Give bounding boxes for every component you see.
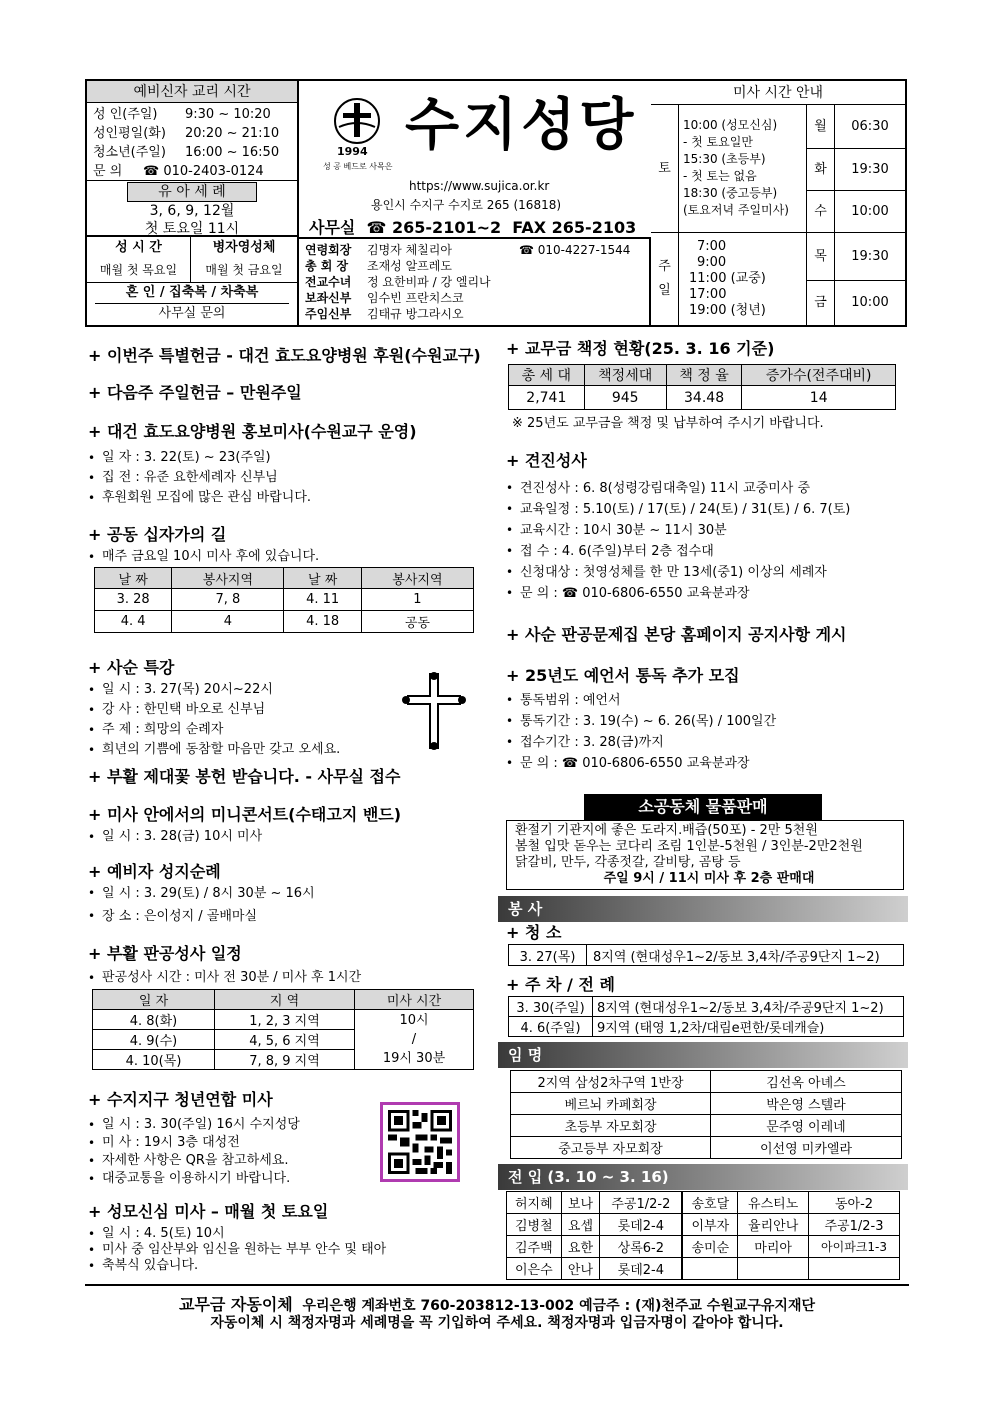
weekday-schedule (807, 105, 905, 325)
table-cell: 2지역 삼성2차구역 1반장 (511, 1071, 711, 1093)
table-cell: 김병철 (507, 1214, 562, 1236)
sat-time: 15:30 (초등부) (683, 152, 766, 166)
list-item: • 문 의 : ☎ 010-6806-6550 교육분과장 (506, 583, 850, 604)
penance-table (92, 989, 474, 1070)
section-cleaning: + 청 소 (506, 923, 562, 942)
staff-phone: ☎ 010-4227-1544 (519, 243, 631, 257)
table-cell: 이은수 (507, 1258, 562, 1280)
table-cell: 3. 30(주일) (509, 997, 593, 1017)
section-lent-workbook: + 사순 판공문제집 본당 홈페이지 공지사항 게시 (506, 625, 847, 644)
table-cell: 3. 28 (95, 589, 172, 611)
table-cell: 유스티노 (738, 1192, 809, 1214)
table-cell: 3. 27(목) (509, 945, 587, 966)
section-mini-concert: + 미사 안에서의 미니콘서트(수태고지 밴드) (88, 805, 402, 824)
weekday-label: 금 (807, 281, 835, 325)
section-stations-cross: + 공동 십자가의 길 (88, 525, 227, 544)
footer-label: 교무금 자동이체 (178, 1295, 293, 1314)
marriage-box (87, 283, 299, 325)
list-item: • 미사 중 임산부와 임신을 원하는 부부 안수 및 태아 (88, 1242, 386, 1258)
weekday-label: 목 (807, 233, 835, 280)
infant-baptism-when: 첫 토요일 11시 (144, 221, 240, 237)
catechism-time: 9:30 ~ 10:20 (185, 107, 271, 122)
table-cell: 4. 8(화) (93, 1010, 215, 1030)
catechism-label: 성인평일(화) (93, 126, 166, 141)
sale-box (506, 820, 904, 890)
sick-communion-when: 매월 첫 금요일 (205, 263, 283, 277)
stations-list (88, 547, 319, 567)
staff-role: 주임신부 (305, 307, 352, 321)
table-cell: 요한 (561, 1236, 600, 1258)
list-item: • 미 사 : 19시 3층 대성전 (88, 1134, 300, 1152)
move-in-bar: 전 입 (3. 10 ~ 3. 16) (498, 1164, 908, 1190)
table-header: 봉사지역 (172, 568, 284, 589)
list-item: • 희년의 기쁨에 동참할 마음만 갖고 오세요. (88, 740, 340, 760)
table-cell: 박은영 스텔라 (711, 1093, 902, 1115)
table-header: 지 역 (215, 990, 355, 1010)
weekday-time: 19:30 (851, 249, 889, 264)
promo-mass-list (88, 448, 311, 508)
sat-time: 18:30 (중고등부) (683, 186, 778, 200)
table-cell: 4. 9(수) (93, 1030, 215, 1050)
sun-time: 9:00 (697, 255, 727, 270)
penance-time-line: 19시 30분 (382, 1051, 446, 1066)
header-box (85, 79, 907, 327)
table-cell: 4. 18 (284, 611, 361, 633)
cross-icon (402, 672, 466, 750)
sale-when: 주일 9시 / 11시 미사 후 2층 판매대 (603, 871, 815, 886)
table-cell: 김선옥 아녜스 (711, 1071, 902, 1093)
weekday-time: 10:00 (851, 295, 889, 310)
confirmation-list (506, 478, 850, 604)
list-item: • 판공성사 시간 : 미사 전 30분 / 미사 후 1시간 (88, 968, 361, 988)
table-cell: 7, 8 (172, 589, 284, 611)
catechism-label: 문 의 (93, 164, 123, 179)
table-cell: 14 (742, 386, 896, 410)
table-cell: 4. 11 (284, 589, 361, 611)
table-cell: 8지역 (현대성우1~2/동보 3,4차/주공9단지 1~2) (587, 945, 904, 966)
table-cell: 2,741 (509, 386, 585, 410)
staff-role: 전교수녀 (305, 275, 352, 289)
list-item: • 교육시간 : 10시 30분 ~ 11시 30분 (506, 520, 850, 541)
table-cell: 4, 5, 6 지역 (215, 1030, 355, 1050)
penance-time-line: 10시 (399, 1013, 429, 1028)
list-item: • 집 전 : 유준 요한세례자 신부님 (88, 468, 311, 488)
table-cell: 보나 (561, 1192, 600, 1214)
table-cell: 안나 (561, 1258, 600, 1280)
section-prophets-reading: + 25년도 예언서 통독 추가 모집 (506, 666, 740, 685)
list-item: • 주 제 : 희망의 순례자 (88, 720, 340, 740)
office-label: 사무실 (309, 218, 356, 237)
table-cell: 8지역 (현대성우1~2/동보 3,4차/주공9단지 1~2) (593, 997, 904, 1017)
staff-list (299, 237, 651, 327)
section-confirmation: + 견진성사 (506, 451, 587, 470)
appointment-table (510, 1070, 902, 1159)
table-header: 미사 시간 (355, 990, 474, 1010)
list-item: • 대중교통을 이용하시기 바랍니다. (88, 1170, 300, 1188)
confession-title: 성 시 간 (115, 240, 162, 255)
table-cell: 문주영 이레네 (711, 1115, 902, 1137)
dues-table (508, 364, 896, 410)
appointment-bar: 임 명 (498, 1042, 908, 1068)
sacrament-box (87, 237, 299, 283)
table-cell: 송미순 (682, 1236, 737, 1258)
catechism-box (87, 81, 299, 181)
list-item-cont: • 축복식 있습니다. (88, 1258, 386, 1274)
qr-code-icon[interactable] (380, 1102, 460, 1182)
table-cell: 허지혜 (507, 1192, 562, 1214)
staff-role: 연령회장 (305, 243, 352, 257)
table-header: 책정세대 (584, 365, 666, 386)
table-cell: 945 (584, 386, 666, 410)
table-cell: 공동 (361, 611, 473, 633)
list-item: • 강 사 : 한민택 바오로 신부님 (88, 700, 340, 720)
table-cell: 주공1/2-2 (600, 1192, 683, 1214)
weekday-label: 수 (807, 191, 835, 232)
section-special-collection: + 이번주 특별헌금 - 대건 효도요양병원 후원(수원교구) (88, 346, 481, 365)
table-cell: 율리안나 (738, 1214, 809, 1236)
table-cell: 이선영 미카엘라 (711, 1137, 902, 1159)
table-cell: 9지역 (태영 1,2차/대림e편한/롯데캐슬) (593, 1017, 904, 1037)
list-item: • 일 시 : 3. 28(금) 10시 미사 (88, 827, 262, 847)
sun-time: 19:00 (청년) (689, 303, 766, 318)
section-marian-mass: + 성모신심 미사 – 매월 첫 토요일 (88, 1202, 329, 1221)
list-item: • 접 수 : 4. 6(주일)부터 2층 접수대 (506, 541, 850, 562)
sale-line: 환절기 기관지에 좋은 도라지.배즙(50포) - 2만 5천원 (515, 823, 818, 838)
sale-title: 소공동체 물품판매 (584, 794, 822, 820)
section-dues: + 교무금 책정 현황(25. 3. 16 기준) (506, 339, 775, 358)
cleaning-table (508, 944, 904, 966)
section-promo-mass: + 대건 효도요양병원 홍보미사(수원교구 운영) (88, 422, 417, 441)
pilgrimage-list (88, 882, 315, 928)
list-item: • 교육일정 : 5.10(토) / 17(토) / 24(토) / 31(토) / 6. 7(토) (506, 499, 850, 520)
service-bar: 봉 사 (498, 896, 908, 922)
weekday-time: 19:30 (851, 162, 889, 177)
catechism-title: 예비신자 교리 시간 (87, 81, 297, 103)
table-cell: 1, 2, 3 지역 (215, 1010, 355, 1030)
list-item: • 일 시 : 3. 30(주일) 16시 수지성당 (88, 1116, 300, 1134)
table-cell: 7, 8, 9 지역 (215, 1050, 355, 1070)
parish-logo (331, 95, 383, 147)
table-header: 총 세 대 (509, 365, 585, 386)
catechism-phone: ☎ 010-2403-0124 (143, 164, 264, 179)
table-cell: 34.48 (666, 386, 742, 410)
table-cell: 마리아 (738, 1236, 809, 1258)
confession-when: 매월 첫 목요일 (99, 263, 178, 277)
list-item: • 신청대상 : 첫영성체를 한 만 13세(중1) 이상의 세례자 (506, 562, 850, 583)
table-cell: 베르뇌 카페회장 (511, 1093, 711, 1115)
catechism-label: 성 인(주일) (93, 107, 158, 122)
marriage-title: 혼 인 / 집축복 / 차축복 (95, 283, 289, 304)
staff-name: 임수빈 프란치스코 (367, 291, 464, 305)
list-item: • 접수기간 : 3. 28(금)까지 (506, 732, 776, 753)
staff-name: 김태규 방그라시오 (367, 307, 464, 321)
catechism-rows (93, 105, 279, 181)
sun-time: 7:00 (697, 239, 727, 254)
weekday-label: 화 (807, 149, 835, 190)
list-item: • 일 시 : 3. 27(목) 20시~22시 (88, 680, 340, 700)
section-parking: + 주 차 / 전 례 (506, 975, 615, 994)
section-pilgrimage: + 예비자 성지순례 (88, 862, 221, 881)
footer-line2: 자동이체 시 책정자명과 세례명을 꼭 기입하여 주세요. 책정자명과 입금자명이 같아야 합니다. (210, 1315, 784, 1331)
table-header: 날 짜 (284, 568, 361, 589)
table-cell: 롯데2-4 (600, 1258, 683, 1280)
sun-label-bottom: 일 (658, 283, 671, 298)
section-next-collection: + 다음주 주일헌금 – 만원주일 (88, 383, 302, 402)
footer-account: 우리은행 계좌번호 760-203812-13-002 예금주 : (재)천주교 수원교구유지재단 (302, 1298, 815, 1314)
sun-time: 17:00 (689, 287, 727, 302)
table-cell: 4. 10(목) (93, 1050, 215, 1070)
sun-time: 11:00 (교중) (689, 271, 766, 286)
table-cell (682, 1258, 737, 1280)
list-item: • 일 시 : 4. 5(토) 10시 (88, 1226, 386, 1242)
table-header: 책 정 율 (666, 365, 742, 386)
sat-time: - 첫 토요일만 (683, 135, 753, 149)
staff-name: 정 요한비파 / 강 엘리나 (367, 275, 491, 289)
catechism-time: 20:20 ~ 21:10 (185, 126, 280, 141)
table-cell (738, 1258, 809, 1280)
list-item: • 통독기간 : 3. 19(수) ~ 6. 26(목) / 100일간 (506, 711, 776, 732)
reading-list (506, 690, 776, 774)
table-cell: 아이파크1-3 (809, 1236, 900, 1258)
infant-baptism-months: 3, 6, 9, 12월 (149, 203, 235, 219)
title-area (301, 81, 651, 237)
list-item: • 자세한 사항은 QR을 참고하세요. (88, 1152, 300, 1170)
sale-line: 봄철 입맛 돋우는 코다리 조림 1인분-5천원 / 3인분-2만2천원 (515, 839, 863, 854)
sat-label: 토 (651, 105, 679, 233)
table-header: 일 자 (93, 990, 215, 1010)
parking-table (508, 996, 904, 1037)
logo-year: 1994 (337, 145, 368, 158)
section-easter-flowers: + 부활 제대꽃 봉헌 받습니다. - 사무실 접수 (88, 767, 401, 786)
weekday-time: 06:30 (851, 119, 889, 134)
table-cell: 이부자 (682, 1214, 737, 1236)
table-cell: 4. 6(주일) (509, 1017, 593, 1037)
sale-line: 닭갈비, 만두, 각종젓갈, 갈비탕, 곰탕 등 (515, 855, 741, 870)
logo-caption: 성 공 베드로 사목은 (323, 162, 393, 171)
table-cell: 4. 4 (95, 611, 172, 633)
staff-role: 보좌신부 (305, 291, 352, 305)
footer-rule (85, 1284, 909, 1286)
table-cell: 김주백 (507, 1236, 562, 1258)
sat-time: - 첫 토는 없음 (683, 169, 757, 183)
section-penance: + 부활 판공성사 일정 (88, 944, 242, 963)
table-header: 날 짜 (95, 568, 172, 589)
table-cell: 4 (172, 611, 284, 633)
sat-time: 10:00 (성모신심) (683, 118, 778, 132)
sun-times (679, 233, 807, 325)
table-cell: 동아-2 (809, 1192, 900, 1214)
staff-name: 조재성 알프레도 (367, 259, 452, 273)
move-in-table (506, 1191, 900, 1280)
church-title: 수지성당 (405, 92, 638, 158)
list-item: • 일 자 : 3. 22(토) ~ 23(주일) (88, 448, 311, 468)
weekday-time: 10:00 (851, 204, 889, 219)
table-cell: 롯데2-4 (600, 1214, 683, 1236)
marian-mass-list (88, 1226, 386, 1274)
sat-time: (토요저녁 주일미사) (683, 203, 789, 217)
stations-table (94, 567, 474, 633)
table-cell: 1 (361, 589, 473, 611)
list-item: • 문 의 : ☎ 010-6806-6550 교육분과장 (506, 753, 776, 774)
sick-communion-title: 병자영성체 (212, 240, 276, 255)
penance-time-line: / (411, 1032, 417, 1047)
weekday-label: 월 (807, 105, 835, 148)
mass-schedule (651, 81, 905, 325)
youth-mass-list (88, 1116, 300, 1188)
table-cell: 주공1/2-3 (809, 1214, 900, 1236)
penance-time (355, 1010, 474, 1070)
table-cell: 초등부 자모회장 (511, 1115, 711, 1137)
list-item: • 통독범위 : 예언서 (506, 690, 776, 711)
list-item: • 후원회원 모집에 많은 관심 바랍니다. (88, 488, 311, 508)
concert-list (88, 827, 262, 847)
sun-label (651, 233, 679, 325)
staff-name: 김명자 체칠리아 (367, 243, 452, 257)
office-tel: ☎ 265-2101~2 (366, 218, 502, 237)
penance-list (88, 968, 361, 988)
table-cell: 상록6-2 (600, 1236, 683, 1258)
office-fax: FAX 265-2103 (512, 218, 637, 237)
sat-times (679, 105, 807, 233)
infant-baptism-box (87, 181, 299, 237)
catechism-label: 청소년(주일) (93, 145, 166, 160)
mass-title: 미사 시간 안내 (651, 81, 905, 105)
office-contact (309, 215, 636, 238)
list-item: • 매주 금요일 10시 미사 후에 있습니다. (88, 547, 319, 567)
table-cell: 요셉 (561, 1214, 600, 1236)
church-url[interactable]: https://www.sujica.or.kr (409, 179, 550, 193)
church-address: 용인시 수지구 수지로 265 (16818) (371, 198, 562, 212)
table-header: 봉사지역 (361, 568, 473, 589)
table-header: 증가수(전주대비) (742, 365, 896, 386)
infant-baptism-title: 유 아 세 례 (127, 182, 257, 202)
sun-label-top: 주 (658, 259, 671, 274)
list-item: • 장 소 : 은이성지 / 골배마실 (88, 905, 315, 928)
lecture-list (88, 680, 340, 760)
dues-note: ※ 25년도 교무금을 책정 및 납부하여 주시기 바랍니다. (512, 416, 824, 431)
table-cell (809, 1258, 900, 1280)
catechism-time: 16:00 ~ 16:50 (185, 145, 280, 160)
table-cell: 송호달 (682, 1192, 737, 1214)
list-item: • 일 시 : 3. 29(토) / 8시 30분 ~ 16시 (88, 882, 315, 905)
table-cell: 중고등부 자모회장 (511, 1137, 711, 1159)
staff-role: 총 회 장 (305, 259, 349, 273)
marriage-note: 사무실 문의 (158, 306, 226, 321)
list-item: • 견진성사 : 6. 8(성령강림대축일) 11시 교중미사 중 (506, 478, 850, 499)
section-lent-lecture: + 사순 특강 (88, 658, 175, 677)
section-youth-mass: + 수지지구 청년연합 미사 (88, 1090, 273, 1109)
